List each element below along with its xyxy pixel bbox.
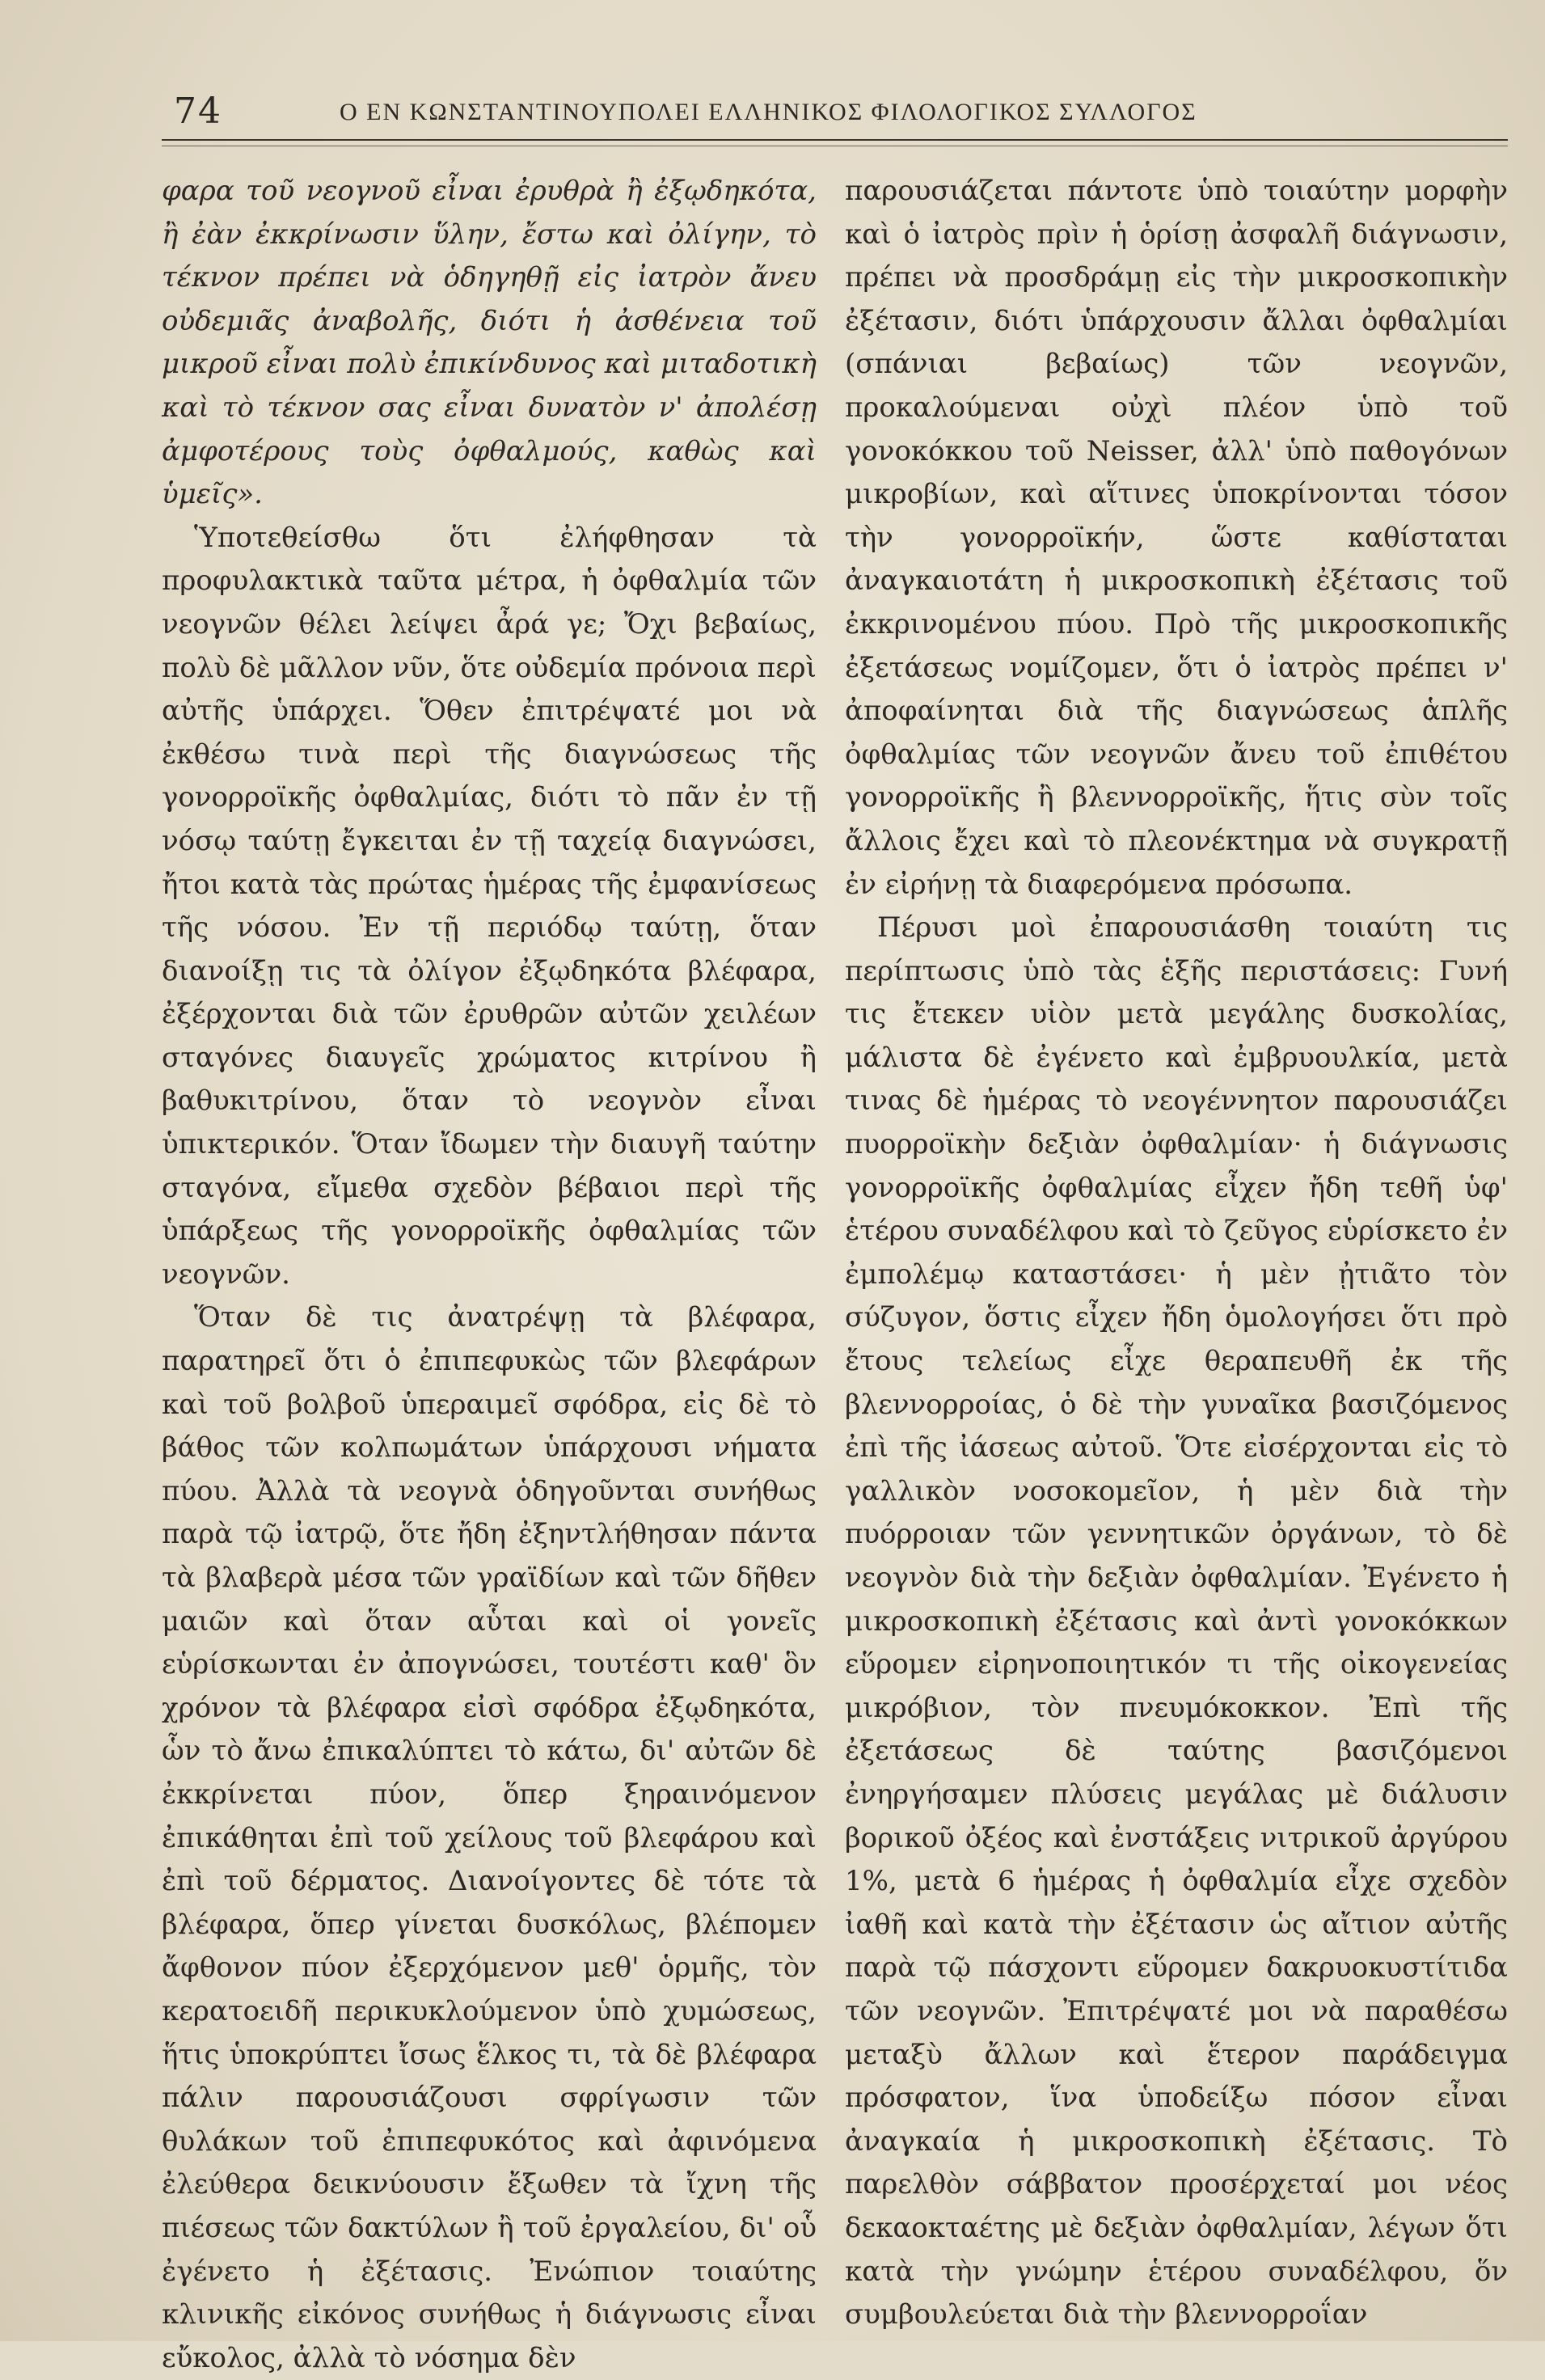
body-paragraph: Ὑποτεθείσθω ὅτι ἐλήφθησαν τὰ προφυλακτικὰ ταῦτα μέτρα, ἡ ὀφθαλμία τῶν νεογνῶν θέλει λείψει ἆρά γε; Ὄχι βεβαίως, πολὺ δὲ μᾶλλον νῦν, ὅτε οὐδεμία πρόνοια περὶ αὐτῆς ὑπάρχει. Ὅθεν ἐπιτρέψατέ μοι νὰ ἐκθέσω τινὰ περὶ τῆς διαγνώσεως τῆς γονορροϊκῆς ὀφθαλμίας, διότι τὸ πᾶν ἐν τῇ νόσῳ ταύτῃ ἔγκειται ἐν τῇ ταχείᾳ διαγνώσει, ἤτοι κατὰ τὰς πρώτας ἡμέρας τῆς ἐμφανίσεως τῆς νόσου. Ἐν τῇ περιόδῳ ταύτῃ, ὅταν διανοίξῃ τις τὰ ὀλίγον ἐξῳδηκότα βλέφαρα, ἐξέρχονται διὰ τῶν ἐρυθρῶν αὐτῶν χειλέων σταγόνες διαυγεῖς χρώματος κιτρίνου ἢ βαθυκιτρίνου, ὅταν τὸ νεογνὸν εἶναι ὑπικτερικόν. Ὅταν ἴδωμεν τὴν διαυγῆ ταύτην σταγόνα, εἴμεθα σχεδὸν βέβαιοι περὶ τῆς ὑπάρξεως τῆς γονορροϊκῆς ὀφθαλμίας τῶν νεογνῶν. bbox=[162, 521, 817, 1291]
body-paragraph: Πέρυσι μοὶ ἐπαρουσιάσθη τοιαύτη τις περίπτωσις ὑπὸ τὰς ἑξῆς περιστάσεις: Γυνή τις ἔτεκεν υἱὸν μετὰ μεγάλης δυσκολίας, μάλιστα δὲ ἐγένετο καὶ ἐμβρυουλκία, μετὰ τινας δὲ ἡμέρας τὸ νεογέννητον παρουσιάζει πυορροϊκὴν δεξιὰν ὀφθαλμίαν· ἡ διάγνωσις γονορροϊκῆς ὀφθαλμίας εἶχεν ἤδη τεθῆ ὑφ' ἑτέρου συναδέλφου καὶ τὸ ζεῦγος εὑρίσκετο ἐν ἐμπολέμῳ καταστάσει· ἡ μὲν ᾐτιᾶτο τὸν σύζυγον, ὅστις εἶχεν ἤδη ὁμολογήσει ὅτι πρὸ ἔτους τελείως εἶχε θεραπευθῆ ἐκ τῆς βλεννορροίας, ὁ δὲ τὴν γυναῖκα βασιζόμενος ἐπὶ τῆς ἰάσεως αὐτοῦ. Ὅτε εἰσέρχονται εἰς τὸ γαλλικὸν νοσοκομεῖον, ἡ μὲν διὰ τὴν πυόρροιαν τῶν γεννητικῶν ὀργάνων, τὸ δὲ νεογνὸν διὰ τὴν δεξιὰν ὀφθαλμίαν. Ἐγένετο ἡ μικροσκοπικὴ ἐξέτασις καὶ ἀντὶ γονοκόκκων εὕρομεν εἰρηνοποιητικόν τι τῆς οἰκογενείας μικρόβιον, τὸν πνευμόκοκκον. Ἐπὶ τῆς ἐξετάσεως δὲ ταύτης βασιζόμενοι ἐνηργήσαμεν πλύσεις μεγάλας μὲ διάλυσιν βορικοῦ ὀξέος καὶ ἐνστάξεις νιτρικοῦ ἀργύρου 1%, μετὰ 6 ἡμέρας ἡ ὀφθαλμία εἶχε σχεδὸν ἰαθῆ καὶ κατὰ τὴν ἐξέτασιν ὡς αἴτιον αὐτῆς παρὰ τῷ πάσχοντι εὕρομεν δακρυοκυστίτιδα τῶν νεογνῶν. Ἐπιτρέψατέ μοι νὰ παραθέσω μεταξὺ ἄλλων καὶ ἕτερον παράδειγμα πρόσφατον, ἵνα ὑποδείξω πόσον εἶναι ἀναγκαία ἡ μικροσκοπικὴ ἐξέτασις. Τὸ παρελθὸν σάββατον προσέρχεταί μοι νέος δεκαοκταέτης μὲ δεξιὰν ὀφθαλμίαν, λέγων ὅτι κατὰ τὴν γνώμην ἑτέρου συναδέλφου, ὅν συμβουλεύεται διὰ τὴν βλεννορροΐαν bbox=[845, 911, 1508, 2331]
body-paragraph: παρουσιάζεται πάντοτε ὑπὸ τοιαύτην μορφὴν καὶ ὁ ἰατρὸς πρὶν ἡ ὁρίσῃ ἀσφαλῆ διάγνωσιν, πρέπει νὰ προσδράμῃ εἰς τὴν μικροσκοπικὴν ἐξέτασιν, διότι ὑπάρχουσιν ἄλλαι ὀφθαλμίαι (σπάνιαι βεβαίως) τῶν νεογνῶν, προκαλούμεναι οὐχὶ πλέον ὑπὸ τοῦ γονοκόκκου τοῦ Neisser, ἀλλ' ὑπὸ παθογόνων μικροβίων, καὶ αἵτινες ὑποκρίνονται τόσον τὴν γονορροϊκήν, ὥστε καθίσταται ἀναγκαιοτάτη ἡ μικροσκοπικὴ ἐξέτασις τοῦ ἐκκρινομένου πύου. Πρὸ τῆς μικροσκοπικῆς ἐξετάσεως νομίζομεν, ὅτι ὁ ἰατρὸς πρέπει ν' ἀποφαίνηται διὰ τῆς διαγνώσεως ἁπλῆς ὀφθαλμίας τῶν νεογνῶν ἄνευ τοῦ ἐπιθέτου γονορροϊκῆς ἢ βλεννορροϊκῆς, ἥτις σὺν τοῖς ἄλλοις ἔχει καὶ τὸ πλεονέκτημα νὰ συγκρατῇ ἐν εἰρήνῃ τὰ διαφερόμενα πρόσωπα. bbox=[845, 175, 1508, 901]
left-column bbox=[162, 170, 817, 2380]
running-title: Ο ΕΝ ΚΩΝΣΤΑΝΤΙΝΟΥΠΟΛΕΙ ΕΛΛΗΝΙΚΟΣ ΦΙΛΟΛΟΓΙΚΟΣ ΣΥΛΛΟΓΟΣ bbox=[340, 99, 1197, 125]
quote-paragraph: φαρα τοῦ νεογνοῦ εἶναι ἐρυθρὰ ἢ ἐξῳδηκότα, ἢ ἐὰν ἐκκρίνωσιν ὕλην, ἔστω καὶ ὀλίγην, τὸ τέκνον πρέπει νὰ ὁδηγηθῇ εἰς ἰατρὸν ἄνευ οὐδεμιᾶς ἀναβολῆς, διότι ἡ ἀσθένεια τοῦ μικροῦ εἶναι πολὺ ἐπικίνδυνος καὶ μιταδοτικὴ καὶ τὸ τέκνον σας εἶναι δυνατὸν ν' ἀπολέσῃ ἀμφοτέρους τοὺς ὀφθαλμούς, καθὼς καὶ ὑμεῖς». bbox=[162, 175, 817, 511]
body-paragraph: Ὅταν δὲ τις ἀνατρέψῃ τὰ βλέφαρα, παρατηρεῖ ὅτι ὁ ἐπιπεφυκὼς τῶν βλεφάρων καὶ τοῦ βολβοῦ ὑπεραιμεῖ σφόδρα, εἰς δὲ τὸ βάθος τῶν κολπωμάτων ὑπάρχουσι νήματα πύου. Ἀλλὰ τὰ νεογνὰ ὁδηγοῦνται συνήθως παρὰ τῷ ἰατρῷ, ὅτε ἤδη ἐξηντλήθησαν πάντα τὰ βλαβερὰ μέσα τῶν γραϊδίων καὶ τῶν δῆθεν μαιῶν καὶ ὅταν αὗται καὶ οἱ γονεῖς εὑρίσκωνται ἐν ἀπογνώσει, τουτέστι καθ' ὃν χρόνον τὰ βλέφαρα εἰσὶ σφόδρα ἐξῳδηκότα, ὧν τὸ ἄνω ἐπικαλύπτει τὸ κάτω, δι' αὐτῶν δὲ ἐκκρίνεται πύον, ὅπερ ξηραινόμενον ἐπικάθηται ἐπὶ τοῦ χείλους τοῦ βλεφάρου καὶ ἐπὶ τοῦ δέρματος. Διανοίγοντες δὲ τότε τὰ βλέφαρα, ὅπερ γίνεται δυσκόλως, βλέπομεν ἄφθονον πύον ἐξερχόμενον μεθ' ὁρμῆς, τὸν κερατοειδῆ περικυκλούμενον ὑπὸ χυμώσεως, ἥτις ὑποκρύπτει ἴσως ἕλκος τι, τὰ δὲ βλέφαρα πάλιν παρουσιάζουσι σφρίγωσιν τῶν θυλάκων τοῦ ἐπιπεφυκότος καὶ ἀφινόμενα ἐλεύθερα δεικνύουσιν ἔξωθεν τὰ ἴχνη τῆς πιέσεως τῶν δακτύλων ἢ τοῦ ἐργαλείου, δι' οὗ ἐγένετο ἡ ἐξέτασις. Ἐνώπιον τοιαύτης κλινικῆς εἰκόνος συνήθως ἡ διάγνωσις εἶναι εὔκολος, ἀλλὰ τὸ νόσημα δὲν bbox=[162, 1301, 817, 2374]
page-header bbox=[174, 91, 1500, 133]
page-number: 74 bbox=[174, 91, 222, 132]
header-rule bbox=[162, 139, 1508, 141]
right-column bbox=[845, 170, 1508, 2337]
